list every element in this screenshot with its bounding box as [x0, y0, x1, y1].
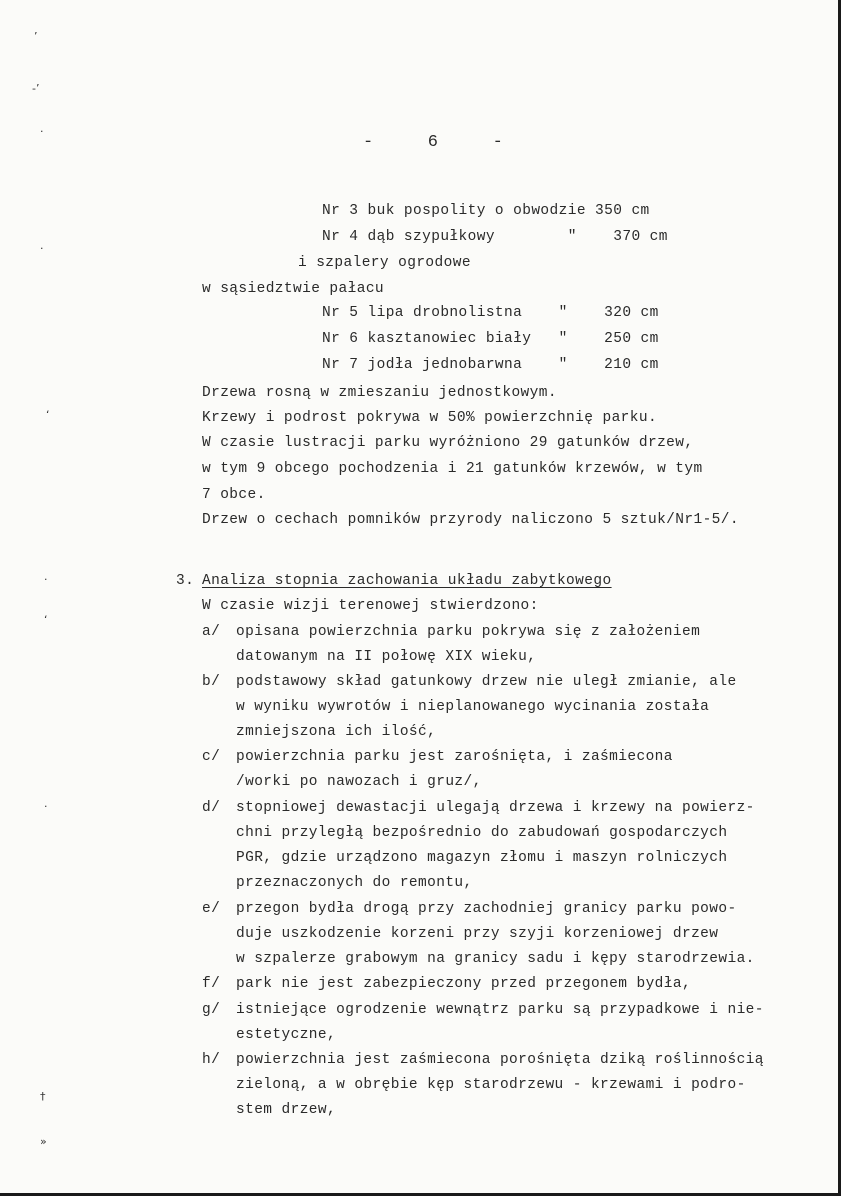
- paragraph-line: w tym 9 obcego pochodzenia i 21 gatunków krzewów, w tym: [202, 461, 703, 477]
- finding-line: powierzchnia parku jest zarośnięta, i zaśmiecona: [236, 749, 673, 765]
- finding-line: park nie jest zabezpieczony przed przegonem bydła,: [236, 976, 692, 992]
- finding-letter: a/: [202, 624, 221, 640]
- finding-letter: b/: [202, 674, 221, 690]
- finding-line: PGR, gdzie urządzono magazyn złomu i maszyn rolniczych: [236, 850, 728, 866]
- finding-line: estetyczne,: [236, 1027, 337, 1043]
- finding-line: powierzchnia jest zaśmiecona porośnięta dziką roślinnością: [236, 1052, 764, 1068]
- margin-mark: ·: [40, 125, 44, 138]
- margin-mark: ·: [44, 800, 48, 813]
- finding-line: przeznaczonych do remontu,: [236, 875, 473, 891]
- finding-line: /worki po nawozach i gruz/,: [236, 774, 482, 790]
- tree-entry: Nr 3 buk pospolity o obwodzie 350 cm: [322, 203, 650, 219]
- section-title: Analiza stopnia zachowania układu zabytkowego: [202, 573, 612, 589]
- paragraph-line: W czasie lustracji parku wyróżniono 29 gatunków drzew,: [202, 435, 694, 451]
- margin-mark: ʻ: [44, 613, 48, 626]
- margin-mark: †: [40, 1090, 46, 1103]
- margin-mark: ’: [34, 30, 38, 43]
- tree-entry: Nr 5 lipa drobnolistna " 320 cm: [322, 305, 659, 321]
- finding-letter: c/: [202, 749, 221, 765]
- finding-line: opisana powierzchnia parku pokrywa się z założeniem: [236, 624, 701, 640]
- finding-line: zmniejszona ich ilość,: [236, 724, 437, 740]
- section-number: 3.: [176, 573, 195, 589]
- finding-letter: e/: [202, 901, 221, 917]
- finding-line: przegon bydła drogą przy zachodniej granicy parku powo-: [236, 901, 737, 917]
- finding-line: stem drzew,: [236, 1102, 337, 1118]
- tree-entry: Nr 4 dąb szypułkowy " 370 cm: [322, 229, 668, 245]
- finding-line: chni przyległą bezpośrednio do zabudowań gospodarczych: [236, 825, 728, 841]
- hedges-label: i szpalery ogrodowe: [298, 255, 471, 271]
- finding-line: w wyniku wywrotów i nieplanowanego wycinania została: [236, 699, 710, 715]
- paragraph-line: 7 obce.: [202, 487, 266, 503]
- finding-line: datowanym na II połowę XIX wieku,: [236, 649, 537, 665]
- paragraph-line: Drzewa rosną w zmieszaniu jednostkowym.: [202, 385, 557, 401]
- finding-line: zieloną, a w obrębie kęp starodrzewu - krzewami i podro-: [236, 1077, 746, 1093]
- finding-letter: g/: [202, 1002, 221, 1018]
- finding-line: duje uszkodzenie korzeni przy szyji korzeniowej drzew: [236, 926, 719, 942]
- tree-entry: Nr 7 jodła jednobarwna " 210 cm: [322, 357, 659, 373]
- section-intro: W czasie wizji terenowej stwierdzono:: [202, 598, 539, 614]
- finding-line: w szpalerze grabowym na granicy sadu i kępy starodrzewia.: [236, 951, 755, 967]
- margin-mark: »: [40, 1135, 47, 1148]
- finding-letter: f/: [202, 976, 221, 992]
- finding-line: stopniowej dewastacji ulegają drzewa i krzewy na powierz-: [236, 800, 755, 816]
- paragraph-line: Drzew o cechach pomników przyrody naliczono 5 sztuk/Nr1-5/.: [202, 512, 739, 528]
- palace-label: w sąsiedztwie pałacu: [202, 281, 385, 297]
- margin-mark: ·: [44, 573, 48, 586]
- finding-letter: h/: [202, 1052, 221, 1068]
- page-number: - 6 -: [363, 133, 509, 152]
- finding-line: istniejące ogrodzenie wewnątrz parku są przypadkowe i nie-: [236, 1002, 764, 1018]
- margin-mark: ·: [40, 242, 44, 255]
- finding-line: podstawowy skład gatunkowy drzew nie uległ zmianie, ale: [236, 674, 737, 690]
- tree-entry: Nr 6 kasztanowiec biały " 250 cm: [322, 331, 659, 347]
- paragraph-line: Krzewy i podrost pokrywa w 50% powierzchnię parku.: [202, 410, 658, 426]
- margin-mark: ʻ: [46, 408, 50, 421]
- margin-mark: -’: [32, 82, 40, 95]
- finding-letter: d/: [202, 800, 221, 816]
